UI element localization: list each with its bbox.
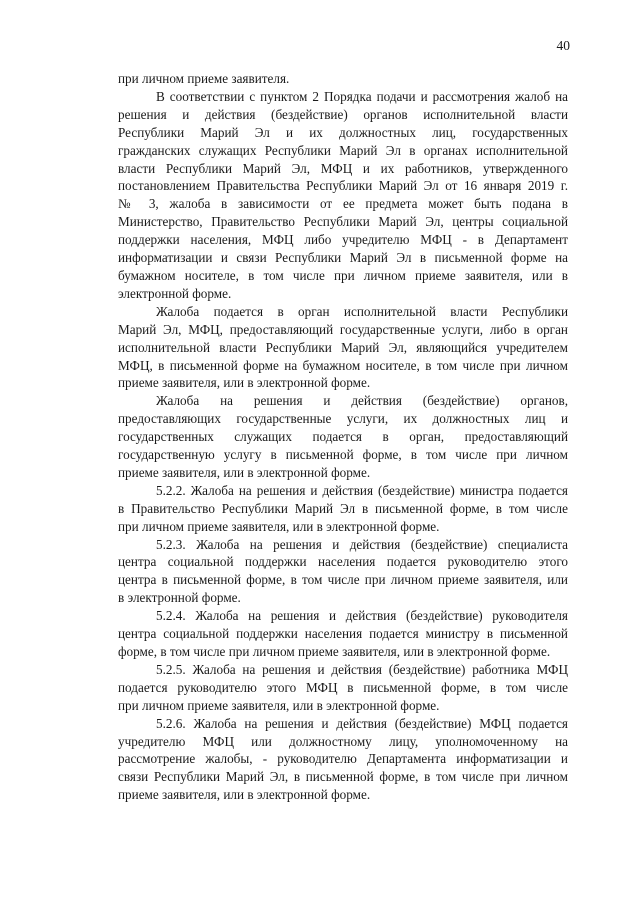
text-line: постановлением Правительства Республики Марий Эл от 16 января 2019 г. (118, 178, 568, 194)
paragraph (118, 303, 568, 393)
text-line: Республики Марий Эл и их должностных лиц, государственных (118, 124, 568, 140)
paragraph (118, 482, 568, 536)
text-line: МФЦ, в письменной форме на бумажном носителе, в том числе при личном (118, 357, 568, 373)
paragraph (118, 661, 568, 715)
text-line: гражданских служащих Республики Марий Эл в органах исполнительной (118, 142, 568, 158)
text-line: государственную услугу в письменной форме, в том числе при личном (118, 447, 568, 463)
text-line: 5.2.6. Жалоба на решения и действия (бездействие) МФЦ подается (156, 715, 568, 731)
text-line: исполнительной власти Республики Марий Эл, являющийся учредителем (118, 339, 568, 355)
text-line: предоставляющих государственные услуги, их должностных лиц и (118, 411, 568, 427)
text-line: центра социальной поддержки населения подается руководителю этого (118, 554, 568, 570)
text-line: 5.2.5. Жалоба на решения и действия (бездействие) работника МФЦ (156, 661, 568, 677)
text-line: при личном приеме заявителя. (118, 71, 290, 86)
text-line: информатизации и связи Республики Марий Эл в письменной форме на (118, 250, 568, 266)
text-line: в Правительство Республики Марий Эл в письменной форме, в том числе (118, 500, 568, 516)
text-line: № 3, жалоба в зависимости от ее предмета может быть подана в (118, 196, 568, 212)
text-line: приеме заявителя, или в электронной форме. (118, 375, 371, 391)
text-line: при личном приеме заявителя, или в электронной форме. (118, 518, 440, 534)
text-line: связи Республики Марий Эл, в письменной форме, в том числе при личном (118, 769, 568, 785)
text-line: в электронной форме. (118, 590, 241, 606)
text-line: центра социальной поддержки населения подается министру в письменной (118, 626, 568, 642)
text-line: 5.2.4. Жалоба на решения и действия (бездействие) руководителя (156, 608, 568, 624)
text-line: Марий Эл, МФЦ, предоставляющий государственные услуги, либо в орган (118, 321, 568, 337)
text-line: поддержки населения, МФЦ либо учредителю МФЦ - в Департамент (118, 232, 568, 248)
text-line: учредителю МФЦ или должностному лицу, уполномоченному на (118, 733, 568, 749)
paragraph (118, 392, 568, 482)
text-line: Жалоба подается в орган исполнительной власти Республики (156, 303, 568, 319)
text-line: Жалоба на решения и действия (бездействие) органов, (156, 393, 568, 409)
text-line: центра в письменной форме, в том числе при личном приеме заявителя, или (118, 572, 568, 588)
paragraph (118, 715, 568, 805)
paragraph (118, 607, 568, 661)
text-line: решения и действия (бездействие) органов исполнительной власти (118, 106, 568, 122)
text-line: электронной форме. (118, 285, 232, 301)
text-line: власти Республики Марий Эл, МФЦ и их работников, утвержденного (118, 160, 568, 176)
text-line: государственных служащих подается в орган, предоставляющий (118, 429, 568, 445)
text-line: 5.2.2. Жалоба на решения и действия (бездействие) министра подается (156, 482, 568, 498)
text-line: В соответствии с пунктом 2 Порядка подачи и рассмотрения жалоб на (156, 88, 568, 104)
page-number: 40 (556, 38, 570, 53)
text-line: Министерство, Правительство Республики Марий Эл, центры социальной (118, 214, 568, 230)
text-line: подается руководителю этого МФЦ в письменной форме, в том числе (118, 679, 568, 695)
text-line: приеме заявителя, или в электронной форме. (118, 464, 371, 480)
text-line: форме, в том числе при личном приеме заявителя, или в электронной форме. (118, 644, 551, 659)
document-body (118, 70, 568, 804)
text-line: бумажном носителе, в том числе при личном приеме заявителя, или в (118, 267, 568, 283)
paragraph (118, 70, 568, 88)
text-line: 5.2.3. Жалоба на решения и действия (бездействие) специалиста (156, 536, 568, 552)
paragraph (118, 536, 568, 608)
text-line: при личном приеме заявителя, или в электронной форме. (118, 697, 440, 713)
paragraph (118, 88, 568, 303)
text-line: рассмотрение жалобы, - руководителю Департамента информатизации и (118, 751, 568, 767)
text-line: приеме заявителя, или в электронной форме. (118, 787, 371, 803)
